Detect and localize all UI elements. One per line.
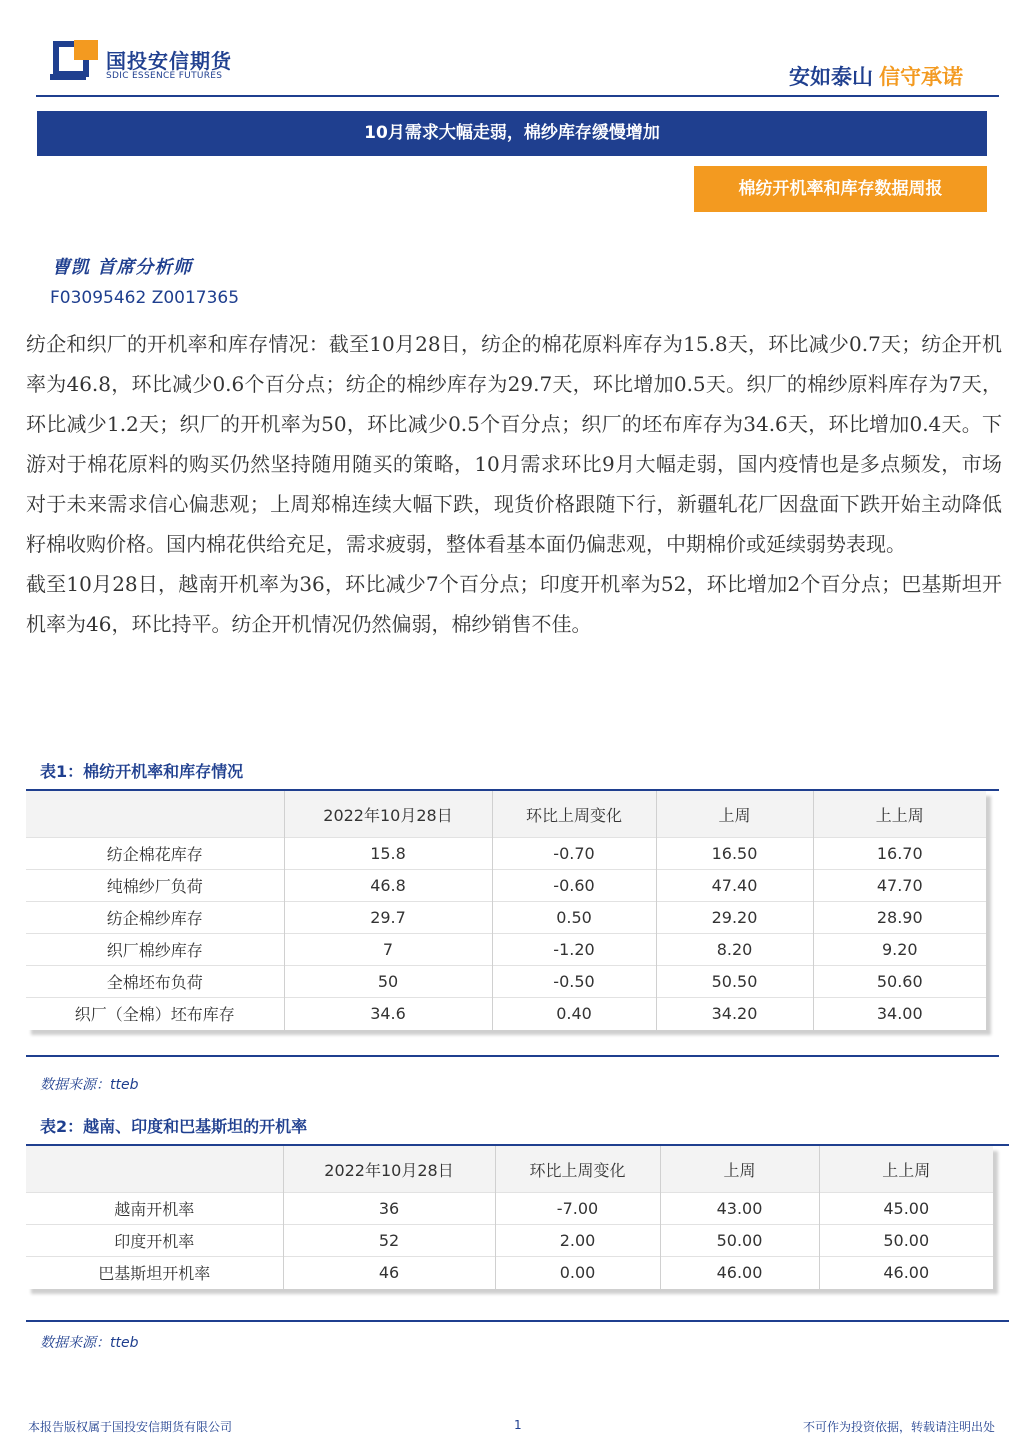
table-cell: 织厂（全棉）坯布库存: [26, 998, 284, 1030]
company-name-en: SDIC ESSENCE FUTURES: [106, 71, 223, 81]
table2-bottom-rule: [26, 1320, 1009, 1322]
table1-header-cell: [26, 791, 284, 838]
table-cell: 0.00: [495, 1257, 660, 1289]
table-row: [26, 966, 986, 998]
table-cell: 34.6: [284, 998, 492, 1030]
table-cell: 50: [284, 966, 492, 998]
table-cell: 45.00: [819, 1193, 993, 1225]
table1-bottom-rule: [26, 1055, 999, 1057]
table1-header-cell: 2022年10月28日: [284, 791, 492, 838]
table-cell: 巴基斯坦开机率: [26, 1257, 283, 1289]
table-cell: 越南开机率: [26, 1193, 283, 1225]
company-name-cn: 国投安信期货: [106, 49, 232, 73]
table1-header-cell: 环比上周变化: [492, 791, 656, 838]
footer-page-number: 1: [514, 1418, 522, 1432]
table-cell: 50.50: [656, 966, 813, 998]
author-name: 曹凯 首席分析师: [52, 257, 193, 278]
table-cell: 15.8: [284, 838, 492, 870]
slogan-part1: 安如泰山: [789, 65, 873, 89]
table-cell: 8.20: [656, 934, 813, 966]
table-cell: -0.60: [492, 870, 656, 902]
table-cell: 50.60: [813, 966, 986, 998]
table-cell: 34.00: [813, 998, 986, 1030]
table-cell: 46.00: [819, 1257, 993, 1289]
table-row: [26, 870, 986, 902]
table-cell: 2.00: [495, 1225, 660, 1257]
author-codes: F03095462 Z0017365: [50, 288, 240, 308]
table1-header-cell: 上周: [656, 791, 813, 838]
table-row: [26, 1257, 993, 1289]
table-cell: 7: [284, 934, 492, 966]
table-cell: 织厂棉纱库存: [26, 934, 284, 966]
table-row: [26, 1225, 993, 1257]
table-cell: 9.20: [813, 934, 986, 966]
table-cell: 50.00: [819, 1225, 993, 1257]
table2-header-cell: 上周: [660, 1146, 819, 1193]
header-divider: [36, 95, 999, 97]
table-cell: 纺企棉纱库存: [26, 902, 284, 934]
table-cell: 29.20: [656, 902, 813, 934]
slogan-part2: 信守承诺: [879, 65, 963, 89]
table2-title: 表2：越南、印度和巴基斯坦的开机率: [40, 1117, 308, 1136]
table-cell: 0.40: [492, 998, 656, 1030]
table1: [26, 791, 986, 1030]
table-cell: 52: [283, 1225, 495, 1257]
table2-source: 数据来源：tteb: [40, 1335, 139, 1351]
body-paragraph-1: 纺企和织厂的开机率和库存情况：截至10月28日，纺企的棉花原料库存为15.8天，环比减少0.7天；纺企开机率为46.8，环比减少0.6个百分点；纺企的棉纱库存为29.7天，环比增加0.5天。织厂的棉纱原料库存为7天，环比减少1.2天；织厂的开机率为50，环比减少0.5个百分点；织厂的坯布库存为34.6天，环比增加0.4天。下游对于棉花原料的购买仍然坚持随用随买的策略，10月需求环比9月大幅走弱，国内疫情也是多点频发，市场对于未来需求信心偏悲观；上周郑棉连续大幅下跌，现货价格跟随下行，新疆轧花厂因盘面下跌开始主动降低籽棉收购价格。国内棉花供给充足，需求疲弱，整体看基本面仍偏悲观，中期棉价或延续弱势表现。: [26, 332, 1002, 556]
table-cell: 纯棉纱厂负荷: [26, 870, 284, 902]
table-cell: 36: [283, 1193, 495, 1225]
table2-header-cell: [26, 1146, 283, 1193]
table2: [26, 1146, 993, 1289]
footer-disclaimer: 不可作为投资依据，转载请注明出处: [802, 1420, 995, 1434]
table-cell: 47.40: [656, 870, 813, 902]
table-row: [26, 1193, 993, 1225]
body-paragraph-2: 截至10月28日，越南开机率为36，环比减少7个百分点；印度开机率为52，环比增加2个百分点；巴基斯坦开机率为46，环比持平。纺企开机情况仍然偏弱，棉纱销售不佳。: [26, 572, 1002, 636]
table-cell: 纺企棉花库存: [26, 838, 284, 870]
body-text: [26, 324, 1002, 644]
table-cell: 34.20: [656, 998, 813, 1030]
table-cell: 16.50: [656, 838, 813, 870]
table-cell: 47.70: [813, 870, 986, 902]
table-cell: -0.50: [492, 966, 656, 998]
table-cell: 16.70: [813, 838, 986, 870]
table-cell: 46: [283, 1257, 495, 1289]
slogan: [789, 61, 963, 91]
table-cell: 50.00: [660, 1225, 819, 1257]
table2-header-cell: 2022年10月28日: [283, 1146, 495, 1193]
table2-header-row: [26, 1146, 993, 1193]
table-row: [26, 902, 986, 934]
table2-header-cell: 上上周: [819, 1146, 993, 1193]
table-cell: 印度开机率: [26, 1225, 283, 1257]
footer-copyright: 本报告版权属于国投安信期货有限公司: [28, 1420, 233, 1434]
table-cell: 全棉坯布负荷: [26, 966, 284, 998]
table1-title: 表1：棉纺开机率和库存情况: [40, 762, 244, 781]
table-cell: -0.70: [492, 838, 656, 870]
table-row: [26, 838, 986, 870]
table-cell: 28.90: [813, 902, 986, 934]
report-title: 10月需求大幅走弱，棉纱库存缓慢增加: [37, 111, 987, 156]
table-cell: 29.7: [284, 902, 492, 934]
table-row: [26, 934, 986, 966]
table-cell: 46.8: [284, 870, 492, 902]
table1-source: 数据来源：tteb: [40, 1077, 139, 1093]
table1-header-cell: 上上周: [813, 791, 986, 838]
table-cell: -1.20: [492, 934, 656, 966]
table-row: [26, 998, 986, 1030]
table-cell: 43.00: [660, 1193, 819, 1225]
table-cell: 46.00: [660, 1257, 819, 1289]
table-cell: 0.50: [492, 902, 656, 934]
table-cell: -7.00: [495, 1193, 660, 1225]
table1-header-row: [26, 791, 986, 838]
company-logo-icon: [50, 40, 98, 82]
table2-header-cell: 环比上周变化: [495, 1146, 660, 1193]
report-tag: 棉纺开机率和库存数据周报: [694, 166, 987, 212]
